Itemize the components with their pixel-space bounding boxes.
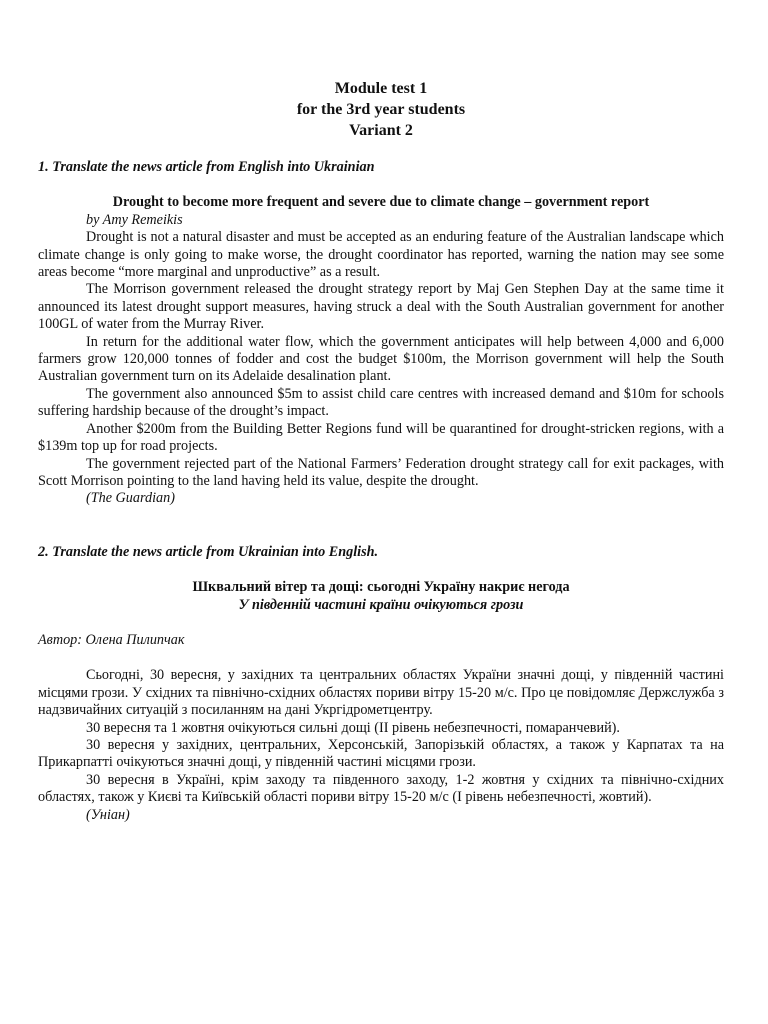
article-1-paragraph: The Morrison government released the drought strategy report by Maj Gen Stephen Day at the same time it announced its latest drought support measures, having struck a deal with the South Australian government for another 100GL of water from the Murray River. <box>38 281 724 333</box>
article-1-paragraph: The government rejected part of the National Farmers’ Federation drought strategy call for exit packages, with Scott Morrison pointing to the land having held its value, despite the drought. <box>38 455 724 489</box>
article-1-paragraph: Another $200m from the Building Better Regions fund will be quarantined for drought-stricken regions, with a $139m top up for road projects. <box>38 420 724 455</box>
article-2-author: Автор: Олена Пилипчак <box>38 631 185 648</box>
document-title <box>38 78 724 141</box>
title-line-module: Module test 1 <box>334 80 428 97</box>
article-2-subheadline: У південній частині країни очікуються грози <box>238 596 524 613</box>
title-line-variant: Variant 2 <box>349 122 413 139</box>
article-1-headline: Drought to become more frequent and severe due to climate change – government report <box>112 194 650 211</box>
article-1-paragraph: The government also announced $5m to assist child care centres with increased demand and $10m for schools suffering hardship because of the drought’s impact. <box>38 385 724 420</box>
article-1-source: (The Guardian) <box>86 490 175 507</box>
document-page <box>38 78 724 824</box>
article-2-paragraph: 30 вересня та 1 жовтня очікуються сильні дощі (ІІ рівень небезпечності, помаранчевий). <box>86 719 620 736</box>
article-2-source: (Уніан) <box>86 806 130 823</box>
task-1-instruction: 1. Translate the news article from English into Ukrainian <box>38 159 375 175</box>
article-2-paragraph: 30 вересня в Україні, крім заходу та південного заходу, 1-2 жовтня у східних та північно-східних областях, також у Києві та Київській області пориви вітру 15-20 м/с (І рівень небезпечності, жовтий). <box>38 771 724 806</box>
article-1-paragraph: Drought is not a natural disaster and must be accepted as an enduring feature of the Australian landscape which climate change is only going to make worse, the drought coordinator has reported, warning the nation may see some areas become “more marginal and unproductive” as a result. <box>38 229 724 281</box>
article-1-byline: by Amy Remeikis <box>86 211 183 228</box>
title-line-audience: for the 3rd year students <box>296 101 466 118</box>
article-2-paragraph: 30 вересня у західних, центральних, Херсонській, Запорізькій областях, а також у Карпатах та на Прикарпатті очікуються значні дощі, у південній частині місцями грози. <box>38 736 724 771</box>
task-2-instruction: 2. Translate the news article from Ukrainian into English. <box>38 543 379 560</box>
article-1-paragraph: In return for the additional water flow, which the government anticipates will help between 4,000 and 6,000 farmers grow 120,000 tonnes of fodder and cost the budget $100m, the Morrison government will help the South Australian government turn on its Adelaide desalination plant. <box>38 333 724 385</box>
article-2-paragraph: Сьогодні, 30 вересня, у західних та центральних областях України значні дощі, у південній частині місцями грози. У східних та північно-східних областях пориви вітру 15-20 м/с. Про це повідомляє Держслужба з надзвичайних ситуацій з посиланням на дані Укргідрометцентру. <box>38 667 724 719</box>
article-2-headline: Шквальний вітер та дощі: сьогодні Україну накриє негода <box>192 579 570 596</box>
